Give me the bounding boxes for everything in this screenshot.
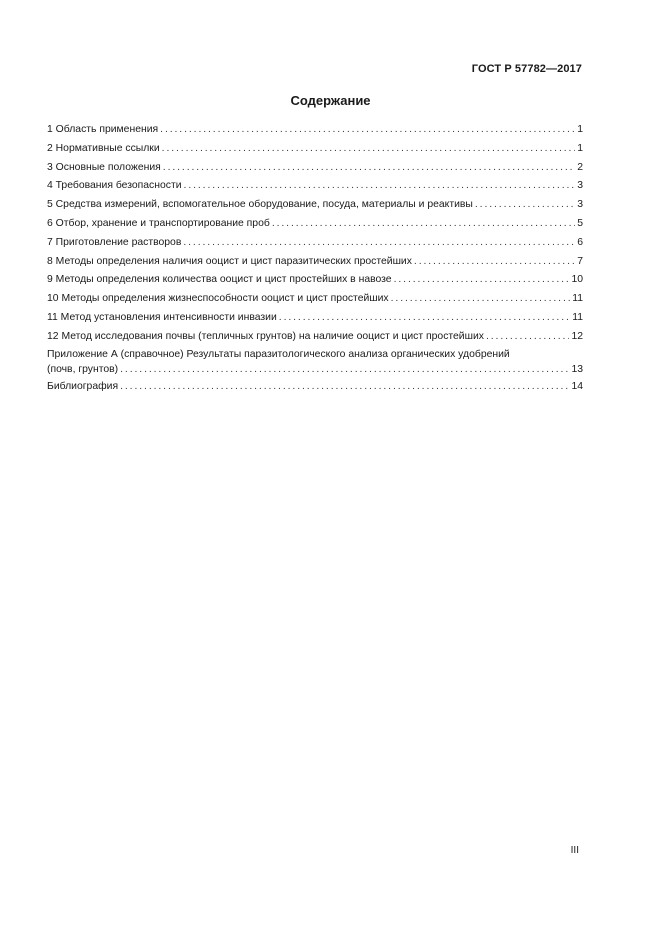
toc-entry-label: 9 Методы определения количества ооцист и цист простейших в навозе bbox=[47, 274, 392, 286]
toc-entry[interactable] bbox=[47, 121, 583, 140]
toc-entry-label: 8 Методы определения наличия ооцист и цист паразитических простейших bbox=[47, 255, 412, 267]
toc-leader-dots bbox=[391, 290, 571, 309]
toc-entry-label: 1 Область применения bbox=[47, 124, 159, 135]
toc-entry-label: 3 Основные положения bbox=[47, 161, 161, 173]
toc-entry-label: 7 Приготовление растворов bbox=[47, 236, 182, 248]
toc-entry[interactable] bbox=[47, 271, 583, 290]
toc-entry-page: 3 bbox=[577, 199, 583, 211]
toc-entry[interactable] bbox=[47, 159, 583, 178]
toc-leader-dots bbox=[394, 271, 570, 290]
toc-entry[interactable] bbox=[47, 309, 583, 328]
toc-entry-bibliography[interactable] bbox=[47, 378, 583, 397]
toc-leader-dots bbox=[160, 121, 575, 140]
toc-entry-label: 2 Нормативные ссылки bbox=[47, 142, 160, 154]
toc-entry[interactable] bbox=[47, 234, 583, 253]
toc-leader-dots bbox=[162, 140, 576, 159]
toc-appendix-label-line2: (почв, грунтов) bbox=[47, 363, 119, 375]
toc-entry[interactable] bbox=[47, 140, 583, 159]
toc-entry-page: 12 bbox=[571, 330, 583, 342]
toc-entry-label: 10 Методы определения жизнеспособности ооцист и цист простейших bbox=[47, 293, 389, 305]
toc-leader-dots bbox=[183, 234, 575, 253]
toc-leader-dots bbox=[163, 159, 575, 178]
toc-leader-dots bbox=[414, 253, 575, 272]
toc-entry-page: 2 bbox=[577, 161, 583, 173]
toc-entry-label: 12 Метод исследования почвы (тепличных грунтов) на наличие ооцист и цист простейших bbox=[47, 330, 484, 342]
toc-entry[interactable] bbox=[47, 253, 583, 272]
page-number: III bbox=[570, 845, 579, 856]
toc-entry[interactable] bbox=[47, 290, 583, 309]
toc-entry-label: 4 Требования безопасности bbox=[47, 180, 182, 192]
toc-leader-dots bbox=[120, 378, 569, 397]
toc-leader-dots bbox=[475, 196, 575, 215]
toc-entry-page: 5 bbox=[577, 217, 583, 229]
toc-entry-page: 11 bbox=[572, 293, 583, 305]
toc-entry[interactable] bbox=[47, 196, 583, 215]
toc-entry-label: 11 Метод установления интенсивности инвазии bbox=[47, 311, 277, 323]
toc-entry-page: 13 bbox=[571, 363, 583, 375]
toc-entry-label: Библиография bbox=[47, 380, 119, 392]
toc-entry[interactable] bbox=[47, 328, 583, 347]
toc-entry-page: 1 bbox=[577, 124, 583, 135]
toc-leader-dots bbox=[486, 328, 569, 347]
toc-leader-dots bbox=[120, 362, 569, 378]
toc-leader-dots bbox=[184, 177, 576, 196]
toc-entry-page: 11 bbox=[572, 311, 583, 323]
toc-entry-page: 6 bbox=[577, 236, 583, 248]
toc-entry-page: 14 bbox=[571, 380, 583, 392]
toc-appendix-line2-row bbox=[47, 362, 583, 378]
toc-entry-page: 1 bbox=[577, 142, 583, 154]
toc-entry-page: 7 bbox=[577, 255, 583, 267]
toc-entry[interactable] bbox=[47, 215, 583, 234]
toc-title: Содержание bbox=[290, 93, 371, 108]
toc-entry-appendix[interactable] bbox=[47, 347, 583, 378]
toc-leader-dots bbox=[279, 309, 570, 328]
toc-entry-page: 10 bbox=[571, 274, 583, 286]
toc-entry[interactable] bbox=[47, 177, 583, 196]
toc-appendix-label-line1: Приложение А (справочное) Результаты паразитологического анализа органических удобрений bbox=[47, 348, 510, 360]
toc-leader-dots bbox=[272, 215, 575, 234]
table-of-contents bbox=[47, 121, 583, 396]
toc-entry-page: 3 bbox=[577, 180, 583, 192]
document-code: ГОСТ Р 57782—2017 bbox=[471, 63, 582, 75]
toc-entry-label: 5 Средства измерений, вспомогательное оборудование, посуда, материалы и реактивы bbox=[47, 199, 473, 211]
toc-entry-label: 6 Отбор, хранение и транспортирование проб bbox=[47, 217, 270, 229]
